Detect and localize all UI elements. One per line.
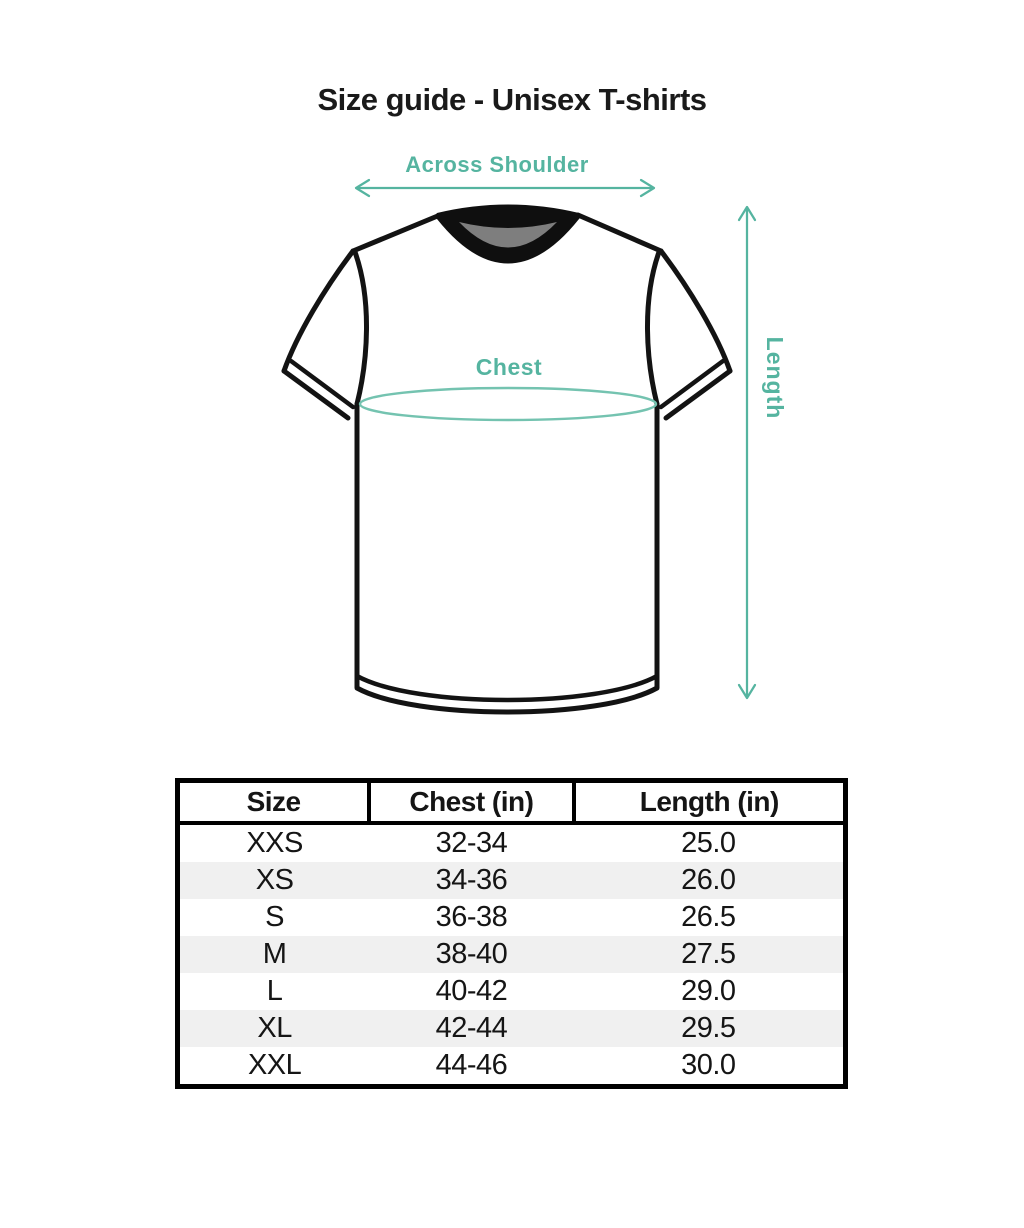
- length-cell: 26.5: [681, 901, 736, 933]
- length-cell: 29.0: [681, 975, 736, 1007]
- tshirt-hem-inner-line: [357, 676, 657, 700]
- size-column-header: Size: [178, 781, 370, 824]
- length-cell: 30.0: [681, 1049, 736, 1081]
- chest-cell: 34-36: [369, 862, 573, 899]
- table-row: [178, 936, 846, 973]
- table-row: [178, 1047, 846, 1087]
- size-cell: M: [178, 936, 370, 973]
- size-cell: XXL: [247, 1049, 302, 1081]
- table-row: [178, 862, 846, 899]
- table-row: [178, 973, 846, 1010]
- page-title: Size guide - Unisex T-shirts: [317, 82, 707, 117]
- table-row: [178, 1010, 846, 1047]
- table-row: [178, 899, 846, 936]
- chest-cell: 36-38: [435, 901, 508, 933]
- length-label: Length: [762, 336, 788, 420]
- tshirt-sleeve-outer-left: [284, 251, 353, 371]
- chest-label: Chest: [475, 354, 543, 380]
- length-cell: 26.0: [574, 862, 846, 899]
- size-cell: XL: [178, 1010, 370, 1047]
- across-shoulder-label: Across Shoulder: [405, 152, 589, 177]
- chest-cell: 40-42: [435, 975, 508, 1007]
- chest-cell: 32-34: [435, 827, 508, 859]
- chest-measure-ellipse: [360, 388, 656, 420]
- table-header-row: [178, 781, 846, 824]
- tshirt-sleeve-outer-right: [661, 251, 730, 371]
- chest-cell: 38-40: [369, 936, 573, 973]
- size-chart-table: [175, 778, 848, 1089]
- tshirt-armhole-left: [355, 252, 367, 404]
- size-cell: XS: [178, 862, 370, 899]
- chest-column-header: Chest (in): [369, 781, 573, 824]
- length-column-header: Length (in): [574, 781, 846, 824]
- length-cell: 29.5: [574, 1010, 846, 1047]
- tshirt-body-outline: [357, 404, 657, 712]
- tshirt-shoulder-right: [578, 215, 661, 251]
- tshirt-shoulder-left: [353, 215, 440, 251]
- length-cell: 27.5: [574, 936, 846, 973]
- size-cell: L: [266, 975, 283, 1007]
- size-cell: XXS: [246, 827, 303, 859]
- size-cell: S: [265, 901, 285, 933]
- table-row: [178, 823, 846, 862]
- length-cell: 25.0: [681, 827, 736, 859]
- chest-cell: 44-46: [435, 1049, 508, 1081]
- tshirt-armhole-right: [647, 252, 659, 404]
- chest-cell: 42-44: [369, 1010, 573, 1047]
